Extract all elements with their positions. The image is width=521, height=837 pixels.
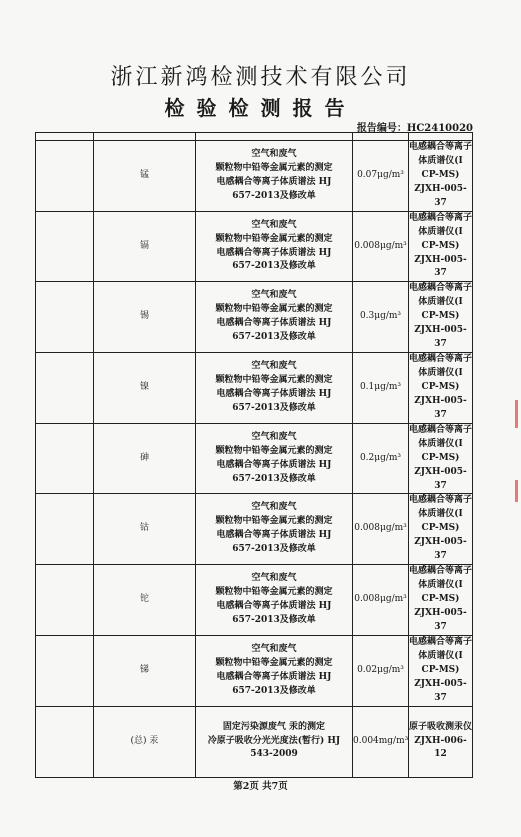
method-line: 电感耦合等离子体质谱法 HJ [216, 388, 332, 399]
row-blank-cell [36, 141, 94, 212]
method-line: 657-2013及修改单 [232, 685, 316, 696]
test-method-cell [196, 706, 353, 777]
test-item-cell: (总) 汞 [94, 706, 196, 777]
test-method-cell [196, 141, 353, 212]
row-blank-cell [36, 635, 94, 706]
method-line: 657-2013及修改单 [232, 614, 316, 625]
method-line: 电感耦合等离子体质谱法 HJ [216, 600, 332, 611]
row-blank-cell [36, 565, 94, 636]
detection-limit-cell: 0.2μg/m³ [353, 423, 409, 494]
test-method-table [35, 132, 473, 778]
table-row [36, 494, 473, 565]
method-line: 空气和废气 [251, 290, 297, 301]
detection-limit-cell: 0.07μg/m³ [353, 141, 409, 212]
instrument-line: 电感耦合等离子体质谱仪(I [409, 212, 473, 237]
instrument-line: 原子吸收测汞仪 [409, 721, 473, 732]
test-method-cell [196, 565, 353, 636]
table-row [36, 211, 473, 282]
instrument-line: CP-MS) ZJXH-005-37 [414, 523, 467, 562]
instrument-line: CP-MS) ZJXH-005-37 [414, 664, 467, 703]
report-title: 检验检测报告 [164, 96, 357, 120]
instrument-line: CP-MS) ZJXH-005-37 [414, 240, 467, 279]
instrument-line: 电感耦合等离子体质谱仪(I [409, 424, 473, 449]
table-row [36, 565, 473, 636]
method-line: 空气和废气 [251, 361, 297, 372]
instrument-line: 电感耦合等离子体质谱仪(I [409, 142, 473, 166]
method-line: 电感耦合等离子体质谱法 HJ [216, 671, 332, 682]
margin-stamp-mark [515, 480, 518, 502]
detection-limit-cell: 0.004mg/m³ [353, 706, 409, 777]
instrument-cell [409, 706, 473, 777]
method-line: 电感耦合等离子体质谱法 HJ [216, 530, 332, 541]
method-line: 颗粒物中铅等金属元素的测定 [215, 374, 333, 385]
method-line: 空气和废气 [251, 643, 297, 654]
instrument-cell [409, 353, 473, 424]
method-line: 颗粒物中铅等金属元素的测定 [215, 657, 333, 668]
test-item-cell: 镉 [94, 211, 196, 282]
company-name: 浙江新鸿检测技术有限公司 [110, 65, 411, 90]
test-item-cell: 锰 [94, 141, 196, 212]
instrument-cell [409, 282, 473, 353]
method-line: 543-2009 [250, 749, 298, 760]
report-number: 报告编号：HC2410020 [356, 123, 473, 134]
instrument-line: CP-MS) ZJXH-005-37 [414, 452, 467, 491]
test-method-cell [196, 211, 353, 282]
table-row [36, 353, 473, 424]
detection-limit-cell: 0.02μg/m³ [353, 635, 409, 706]
method-line: 固定污染源废气 汞的测定 [222, 721, 326, 732]
table-row [36, 635, 473, 706]
row-blank-cell [36, 494, 94, 565]
instrument-cell [409, 494, 473, 565]
detection-limit-cell: 0.008μg/m³ [353, 494, 409, 565]
detection-limit-cell: 0.008μg/m³ [353, 211, 409, 282]
test-method-cell [196, 494, 353, 565]
detection-limit-cell: 0.3μg/m³ [353, 282, 409, 353]
method-line: 颗粒物中铅等金属元素的测定 [215, 445, 333, 456]
instrument-line: 电感耦合等离子体质谱仪(I [409, 283, 473, 308]
method-line: 657-2013及修改单 [232, 190, 316, 201]
method-line: 657-2013及修改单 [232, 473, 316, 484]
method-line: 颗粒物中铅等金属元素的测定 [215, 516, 333, 527]
method-line: 657-2013及修改单 [232, 544, 316, 555]
table-row [36, 706, 473, 777]
method-line: 空气和废气 [251, 219, 297, 230]
method-line: 空气和废气 [251, 431, 297, 442]
method-line: 657-2013及修改单 [232, 332, 316, 343]
page-footer: 第2页 共7页 [233, 781, 288, 792]
table-row [36, 282, 473, 353]
method-line: 空气和废气 [251, 573, 297, 584]
method-line: 空气和废气 [251, 502, 297, 513]
row-blank-cell [36, 706, 94, 777]
instrument-line: CP-MS) ZJXH-005-37 [414, 311, 467, 350]
test-method-cell [196, 353, 353, 424]
test-item-cell: 钴 [94, 494, 196, 565]
detection-limit-cell: 0.1μg/m³ [353, 353, 409, 424]
instrument-cell [409, 211, 473, 282]
table-row [36, 141, 473, 212]
instrument-line: 电感耦合等离子体质谱仪(I [409, 566, 473, 591]
test-method-cell [196, 282, 353, 353]
method-line: 空气和废气 [251, 148, 297, 159]
test-item-cell: 锡 [94, 282, 196, 353]
test-method-cell [196, 635, 353, 706]
method-line: 颗粒物中铅等金属元素的测定 [215, 304, 333, 315]
instrument-line: 电感耦合等离子体质谱仪(I [409, 495, 473, 520]
instrument-cell [409, 565, 473, 636]
test-method-cell [196, 423, 353, 494]
table-row [36, 423, 473, 494]
row-blank-cell [36, 353, 94, 424]
instrument-line: CP-MS) ZJXH-005-37 [414, 169, 467, 208]
method-line: 电感耦合等离子体质谱法 HJ [216, 247, 332, 258]
test-item-cell: 砷 [94, 423, 196, 494]
instrument-cell [409, 635, 473, 706]
method-line: 颗粒物中铅等金属元素的测定 [215, 587, 333, 598]
method-line: 电感耦合等离子体质谱法 HJ [216, 176, 332, 187]
detection-limit-cell: 0.008μg/m³ [353, 565, 409, 636]
instrument-cell [409, 423, 473, 494]
test-item-cell: 锑 [94, 635, 196, 706]
instrument-line: 电感耦合等离子体质谱仪(I [409, 636, 473, 661]
instrument-line: CP-MS) ZJXH-005-37 [414, 381, 467, 420]
method-line: 冷原子吸收分光光度法(暂行) HJ [207, 735, 341, 746]
instrument-line: CP-MS) ZJXH-005-37 [414, 594, 467, 632]
method-line: 颗粒物中铅等金属元素的测定 [215, 162, 333, 173]
instrument-line: 电感耦合等离子体质谱仪(I [409, 354, 473, 378]
row-blank-cell [36, 282, 94, 353]
method-line: 颗粒物中铅等金属元素的测定 [215, 233, 333, 244]
margin-stamp-mark [515, 400, 518, 428]
test-item-cell: 镍 [94, 353, 196, 424]
method-line: 657-2013及修改单 [232, 261, 316, 272]
method-line: 电感耦合等离子体质谱法 HJ [216, 318, 332, 329]
test-item-cell: 铊 [94, 565, 196, 636]
instrument-line: ZJXH-006-12 [414, 735, 467, 760]
row-blank-cell [36, 423, 94, 494]
row-blank-cell [36, 211, 94, 282]
method-line: 电感耦合等离子体质谱法 HJ [216, 459, 332, 470]
table-top-row [36, 133, 473, 141]
method-line: 657-2013及修改单 [232, 402, 316, 413]
instrument-cell [409, 141, 473, 212]
